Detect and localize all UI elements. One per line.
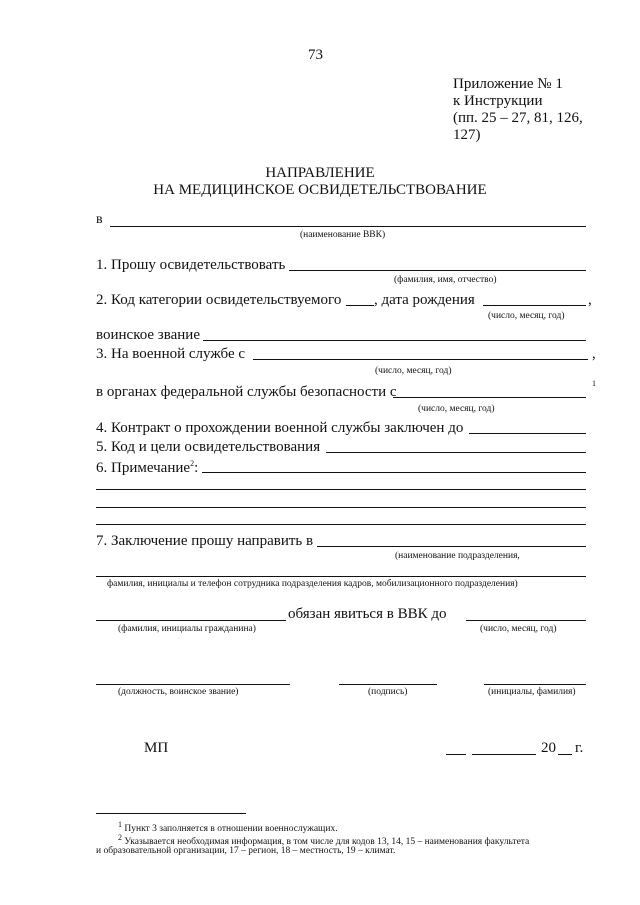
item-4-label: 4. Контракт о прохождении военной службы заключен до — [96, 420, 464, 436]
year-prefix: 20 — [541, 740, 556, 756]
punct: : — [194, 460, 199, 476]
fsb-label: в органах федеральной службы безопасности с — [96, 384, 397, 400]
position-caption: (должность, воинское звание) — [118, 687, 239, 697]
footnote-1-text: Пункт 3 заполняется в отношении военнослужащих. — [124, 824, 338, 835]
item-6-label — [96, 459, 198, 477]
appendix-line: Приложение № 1 — [453, 76, 563, 92]
footnote-ref-2: 2 — [190, 459, 195, 468]
item-5-label: 5. Код и цели освидетельствования — [96, 439, 321, 455]
birth-date-caption: (число, месяц, год) — [488, 311, 565, 321]
title-line-1: НАПРАВЛЕНИЕ — [265, 165, 375, 181]
appendix-line: 127) — [453, 127, 481, 143]
note-line[interactable] — [96, 489, 586, 490]
title-line-2: НА МЕДИЦИНСКОЕ ОСВИДЕТЕЛЬСТВОВАНИЕ — [153, 182, 487, 198]
rank-label: воинское звание — [96, 327, 200, 343]
fsb-start-line[interactable] — [393, 397, 586, 398]
footnote-2-mark: 2 — [118, 833, 122, 842]
item-3-label: 3. На военной службе с — [96, 346, 246, 362]
initials-caption: (инициалы, фамилия) — [488, 687, 576, 697]
obliged-label: обязан явиться в ВВК до — [288, 606, 447, 622]
full-name-line[interactable] — [289, 270, 586, 271]
vvk-name-line[interactable] — [110, 226, 586, 227]
service-start-line[interactable] — [253, 359, 588, 360]
conclusion-contact-caption: фамилия, инициалы и телефон сотрудника подразделения кадров, мобилизационного подразделения) — [107, 579, 518, 589]
contract-date-line[interactable] — [469, 433, 586, 434]
appear-date-caption: (число, месяц, год) — [480, 624, 557, 634]
birth-date-line[interactable] — [483, 305, 586, 306]
signature-line[interactable] — [339, 684, 437, 685]
appear-date-line[interactable] — [466, 620, 586, 621]
item-6-text: 6. Примечание — [96, 460, 191, 476]
footnote-1-mark: 1 — [118, 820, 122, 829]
conclusion-contact-line[interactable] — [96, 576, 586, 577]
footnote-separator — [96, 813, 246, 814]
appendix-line: (пп. 25 – 27, 81, 126, — [453, 110, 583, 126]
full-name-caption: (фамилия, имя, отчество) — [394, 275, 497, 285]
position-line[interactable] — [96, 684, 290, 685]
conclusion-recipient-line[interactable] — [317, 546, 586, 547]
citizen-name-caption: (фамилия, инициалы гражданина) — [118, 624, 256, 634]
code-purpose-line[interactable] — [326, 452, 586, 453]
note-line[interactable] — [96, 507, 586, 508]
year-suffix: г. — [575, 740, 584, 756]
punct: , — [592, 346, 596, 362]
year-line[interactable] — [558, 754, 572, 755]
signature-caption: (подпись) — [368, 687, 408, 697]
category-code-line[interactable] — [346, 305, 374, 306]
month-line[interactable] — [472, 754, 536, 755]
page-number: 73 — [308, 47, 323, 63]
citizen-name-line[interactable] — [96, 620, 286, 621]
item-1-label: 1. Прошу освидетельствовать — [96, 257, 286, 273]
note-line[interactable] — [202, 472, 586, 473]
fsb-start-caption: (число, месяц, год) — [418, 404, 495, 414]
note-line[interactable] — [96, 524, 586, 525]
birth-date-label: , дата рождения — [374, 292, 475, 308]
rank-line[interactable] — [203, 340, 586, 341]
footnote-2-text: Указывается необходимая информация, в том числе для кодов 13, 14, 15 – наименования факультета — [124, 837, 530, 848]
punct: , — [588, 292, 592, 308]
initials-line[interactable] — [484, 684, 586, 685]
footnote-2-continued: и образовательной организации, 17 – регион, 18 – местность, 19 – климат. — [96, 846, 396, 856]
to-prefix: в — [96, 212, 103, 227]
stamp-place: МП — [144, 740, 169, 756]
day-line[interactable] — [446, 754, 466, 755]
item-2-label: 2. Код категории освидетельствуемого — [96, 292, 342, 308]
service-start-caption: (число, месяц, год) — [375, 366, 452, 376]
appendix-line: к Инструкции — [453, 93, 543, 109]
footnote-ref-1: 1 — [592, 379, 596, 388]
conclusion-recipient-caption: (наименование подразделения, — [395, 551, 520, 561]
vvk-name-caption: (наименование ВВК) — [300, 230, 386, 240]
item-7-label: 7. Заключение прошу направить в — [96, 533, 314, 549]
